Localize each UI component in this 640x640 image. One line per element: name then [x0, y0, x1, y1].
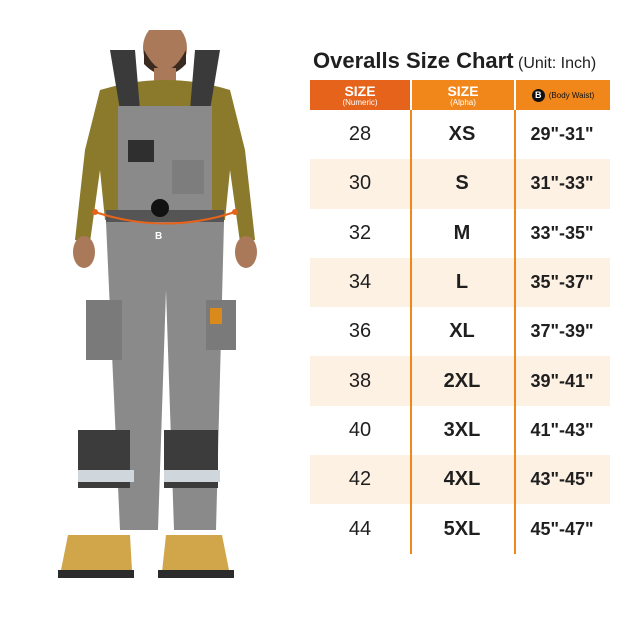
table-row	[310, 455, 610, 504]
cell-waist: 43"-45"	[530, 469, 594, 490]
cell-numeric: 30	[348, 172, 372, 195]
cell-alpha: S	[455, 172, 469, 195]
header-sub: (Numeric)	[342, 97, 378, 107]
cell-numeric: 36	[348, 320, 372, 343]
cell-alpha: 5XL	[443, 517, 481, 540]
cell-numeric: 34	[348, 271, 372, 294]
cell-waist: 29"-31"	[530, 124, 594, 145]
cell-waist: 37"-39"	[530, 321, 594, 342]
table-row	[310, 356, 610, 405]
table-body	[310, 110, 610, 554]
header-sub: (Body Waist)	[548, 90, 595, 100]
cell-waist: 41"-43"	[530, 419, 594, 440]
table-row	[310, 258, 610, 307]
cell-waist: 31"-33"	[530, 173, 594, 194]
table-row	[310, 504, 610, 553]
cell-alpha: XL	[449, 320, 475, 343]
table-row	[310, 159, 610, 208]
cell-waist: 39"-41"	[530, 370, 594, 391]
cell-alpha: 4XL	[443, 468, 481, 491]
size-chart	[310, 40, 620, 560]
unit-text: (Unit: Inch)	[518, 55, 597, 72]
cell-alpha: XS	[448, 123, 476, 146]
header-size-numeric	[310, 80, 410, 110]
cell-waist: 33"-35"	[530, 222, 594, 243]
header-sub: (Alpha)	[450, 97, 476, 107]
overalls-illustration	[40, 30, 290, 590]
table-row	[310, 209, 610, 258]
overalls-model-image	[40, 30, 290, 590]
table-header	[310, 80, 610, 110]
header-body-waist	[514, 80, 610, 110]
cell-alpha: 2XL	[443, 369, 481, 392]
header-label: SIZE	[344, 82, 376, 99]
column-divider	[514, 110, 516, 554]
table-row	[310, 406, 610, 455]
size-chart-title	[313, 48, 596, 74]
header-label: SIZE	[447, 82, 479, 99]
size-table	[310, 80, 610, 554]
waist-marker-label: B	[155, 231, 163, 242]
cell-waist: 35"-37"	[530, 272, 594, 293]
cell-alpha: 3XL	[443, 418, 481, 441]
title-text: Overalls Size Chart	[313, 48, 514, 73]
cell-numeric: 28	[348, 123, 372, 146]
b-badge-icon: B	[532, 89, 545, 102]
cell-numeric: 32	[348, 221, 372, 244]
cell-waist: 45"-47"	[530, 518, 594, 539]
table-row	[310, 307, 610, 356]
cell-numeric: 40	[348, 418, 372, 441]
header-size-alpha	[410, 80, 514, 110]
cell-alpha: M	[453, 221, 471, 244]
cell-numeric: 44	[348, 517, 372, 540]
cell-numeric: 42	[348, 468, 372, 491]
cell-numeric: 38	[348, 369, 372, 392]
column-divider	[410, 110, 412, 554]
table-row	[310, 110, 610, 159]
cell-alpha: L	[455, 271, 469, 294]
